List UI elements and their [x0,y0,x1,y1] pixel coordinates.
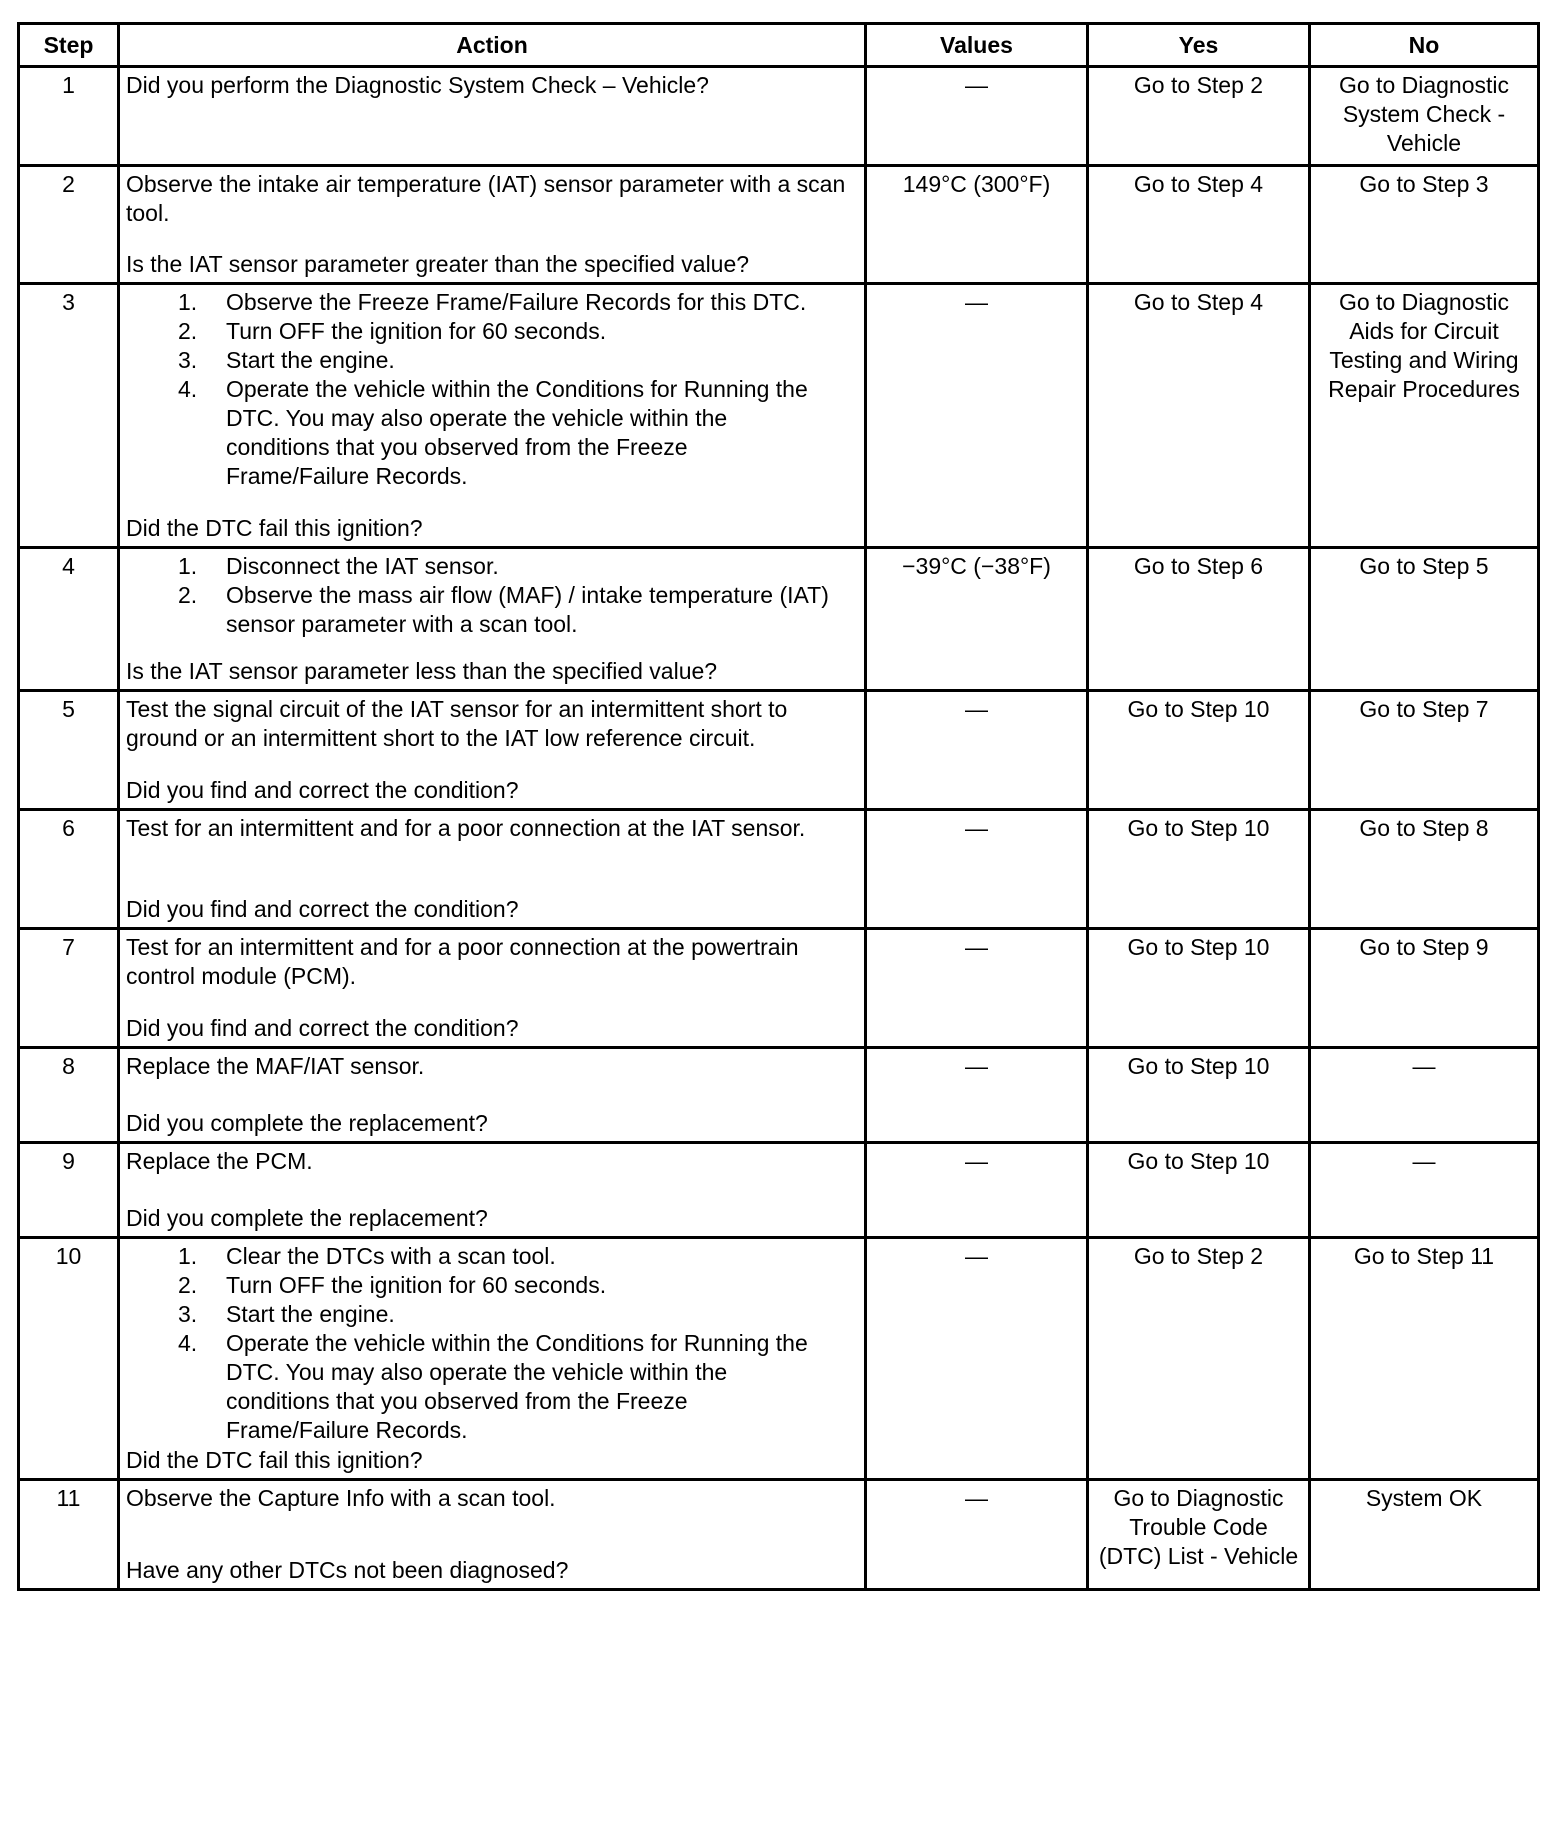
action-description: Test the signal circuit of the IAT sensor for an intermittent short to ground or an intermittent short to the IAT low reference circuit. [126,696,788,751]
diagnostic-table [17,22,1540,1591]
no-cell: Go to Step 11 [1310,1238,1539,1480]
table-row [19,1048,1539,1143]
no-cell: Go to Diagnostic System Check - Vehicle [1310,67,1539,166]
substep-number: 4. [178,376,198,402]
table-row [19,691,1539,810]
header-row [19,24,1539,67]
header-action: Action [119,24,866,67]
action-content [126,1484,858,1585]
step-number: 8 [19,1048,119,1143]
action-description: Replace the PCM. [126,1148,313,1174]
action-substeps [126,552,858,639]
substep-text: Observe the mass air flow (MAF) / intake temperature (IAT) sensor parameter with a scan tool. [226,582,829,637]
step-number: 3 [19,284,119,548]
substep-item [126,288,858,317]
yes-cell: Go to Diagnostic Trouble Code (DTC) List - Vehicle [1088,1480,1310,1590]
substep-item [126,552,858,581]
substep-item [126,1300,858,1329]
substep-text: Operate the vehicle within the Conditions for Running the DTC. You may also operate the vehicle within the conditions that you observed from the Freeze Frame/Failure Records. [226,1330,808,1443]
action-cell [119,810,866,929]
action-question: Did you complete the replacement? [126,1205,488,1231]
substep-text: Start the engine. [226,347,395,373]
value-cell: — [866,1048,1088,1143]
substep-item [126,581,858,639]
substep-item [126,1329,858,1445]
substep-text: Operate the vehicle within the Conditions for Running the DTC. You may also operate the vehicle within the conditions that you observed from the Freeze Frame/Failure Records. [226,376,808,489]
action-description: Observe the intake air temperature (IAT) sensor parameter with a scan tool. [126,171,846,226]
substep-number: 1. [178,289,198,315]
table-body [19,67,1539,1590]
table-row [19,929,1539,1048]
action-content [126,814,858,924]
substep-item [126,1242,858,1271]
header-no: No [1310,24,1539,67]
action-question: Did the DTC fail this ignition? [126,515,423,541]
no-cell: Go to Step 8 [1310,810,1539,929]
value-cell: — [866,1480,1088,1590]
table-row [19,166,1539,284]
action-content [126,288,858,543]
substep-number: 1. [178,1243,198,1269]
header-step: Step [19,24,119,67]
table-row [19,1480,1539,1590]
step-number: 4 [19,548,119,691]
action-question: Did the DTC fail this ignition? [126,1447,423,1473]
yes-cell: Go to Step 10 [1088,1048,1310,1143]
step-number: 7 [19,929,119,1048]
action-cell [119,1048,866,1143]
no-cell: Go to Step 5 [1310,548,1539,691]
action-content [126,1242,858,1475]
no-cell: — [1310,1048,1539,1143]
substep-text: Start the engine. [226,1301,395,1327]
step-number: 10 [19,1238,119,1480]
value-cell: — [866,1143,1088,1238]
substep-number: 1. [178,553,198,579]
header-values: Values [866,24,1088,67]
no-cell: Go to Step 9 [1310,929,1539,1048]
substep-text: Observe the Freeze Frame/Failure Records for this DTC. [226,289,807,315]
yes-cell: Go to Step 10 [1088,929,1310,1048]
yes-cell: Go to Step 2 [1088,67,1310,166]
action-question: Did you find and correct the condition? [126,1015,519,1041]
step-number: 2 [19,166,119,284]
action-question: Did you find and correct the condition? [126,777,519,803]
action-content [126,71,858,161]
action-description: Observe the Capture Info with a scan tool. [126,1485,556,1511]
action-substeps [126,1242,858,1445]
substep-number: 4. [178,1330,198,1356]
action-question: Did you perform the Diagnostic System Check – Vehicle? [126,72,709,98]
action-description: Replace the MAF/IAT sensor. [126,1053,425,1079]
value-cell: — [866,691,1088,810]
action-cell [119,1238,866,1480]
substep-number: 2. [178,582,198,608]
diagnostic-table-container [17,22,1537,1591]
action-question: Did you find and correct the condition? [126,896,519,922]
substep-number: 2. [178,318,198,344]
substep-item [126,375,858,491]
yes-cell: Go to Step 10 [1088,691,1310,810]
step-number: 1 [19,67,119,166]
action-cell [119,1143,866,1238]
yes-cell: Go to Step 6 [1088,548,1310,691]
substep-text: Turn OFF the ignition for 60 seconds. [226,318,607,344]
yes-cell: Go to Step 4 [1088,166,1310,284]
action-question: Is the IAT sensor parameter less than the specified value? [126,658,718,684]
substep-number: 3. [178,347,198,373]
action-content [126,552,858,686]
yes-cell: Go to Step 4 [1088,284,1310,548]
table-row [19,1238,1539,1480]
value-cell: — [866,67,1088,166]
step-number: 9 [19,1143,119,1238]
action-question: Did you complete the replacement? [126,1110,488,1136]
action-cell [119,548,866,691]
action-cell [119,691,866,810]
action-cell [119,929,866,1048]
action-cell [119,1480,866,1590]
action-cell [119,166,866,284]
substep-text: Clear the DTCs with a scan tool. [226,1243,556,1269]
table-row [19,1143,1539,1238]
table-row [19,67,1539,166]
action-description: Test for an intermittent and for a poor connection at the powertrain control module (PCM). [126,934,799,989]
substep-number: 3. [178,1301,198,1327]
substep-item [126,317,858,346]
no-cell: Go to Step 7 [1310,691,1539,810]
action-content [126,1052,858,1138]
step-number: 11 [19,1480,119,1590]
table-row [19,548,1539,691]
substep-number: 2. [178,1272,198,1298]
value-cell: — [866,929,1088,1048]
step-number: 5 [19,691,119,810]
yes-cell: Go to Step 2 [1088,1238,1310,1480]
no-cell: — [1310,1143,1539,1238]
action-cell [119,284,866,548]
action-cell [119,67,866,166]
no-cell: Go to Step 3 [1310,166,1539,284]
action-content [126,933,858,1043]
substep-text: Disconnect the IAT sensor. [226,553,499,579]
value-cell: — [866,284,1088,548]
action-content [126,1147,858,1233]
action-description: Test for an intermittent and for a poor connection at the IAT sensor. [126,815,806,841]
value-cell: — [866,1238,1088,1480]
header-yes: Yes [1088,24,1310,67]
value-cell: — [866,810,1088,929]
action-question: Is the IAT sensor parameter greater than the specified value? [126,251,750,277]
step-number: 6 [19,810,119,929]
table-row [19,810,1539,929]
no-cell: System OK [1310,1480,1539,1590]
value-cell: 149°C (300°F) [866,166,1088,284]
action-question: Have any other DTCs not been diagnosed? [126,1557,569,1583]
value-cell: −39°C (−38°F) [866,548,1088,691]
action-substeps [126,288,858,491]
action-content [126,695,858,805]
substep-text: Turn OFF the ignition for 60 seconds. [226,1272,607,1298]
no-cell: Go to Diagnostic Aids for Circuit Testing and Wiring Repair Procedures [1310,284,1539,548]
table-row [19,284,1539,548]
yes-cell: Go to Step 10 [1088,1143,1310,1238]
yes-cell: Go to Step 10 [1088,810,1310,929]
substep-item [126,1271,858,1300]
action-content [126,170,858,279]
substep-item [126,346,858,375]
